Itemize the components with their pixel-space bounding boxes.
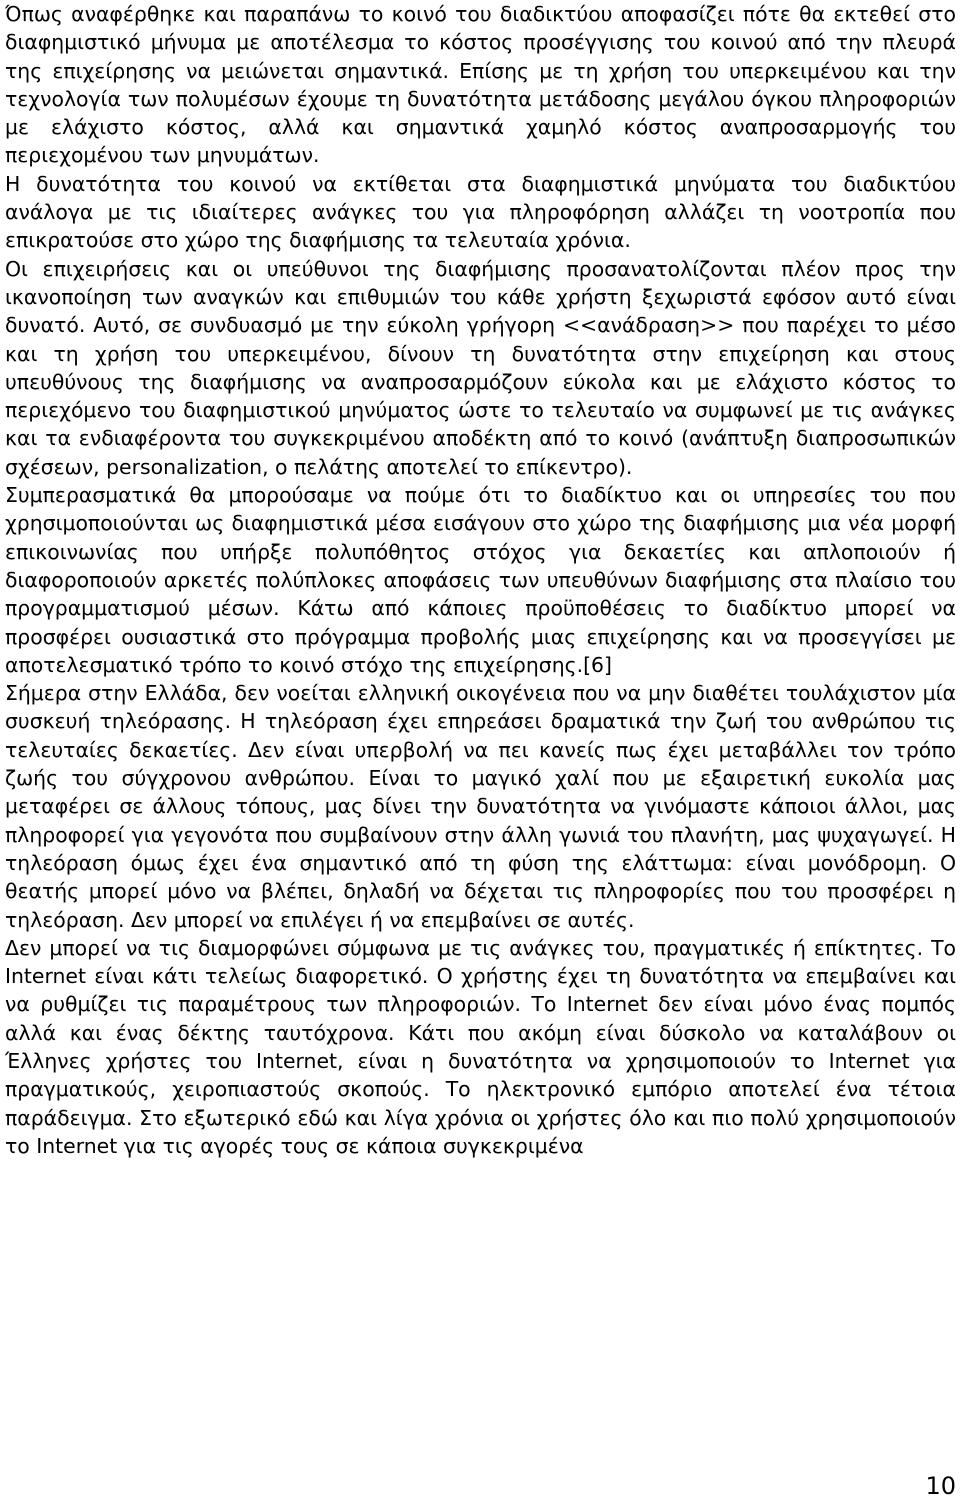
paragraph: Οι επιχειρήσεις και οι υπεύθυνοι της διαφήμισης προσανατολίζονται πλέον προς την ικανοποίηση των αναγκών και επιθυμιών του κάθε χρήστη ξεχωριστά εφόσον αυτό είναι δυνατό. Αυτό, σε συνδυασμό με την εύκολη γρήγορη <<ανάδραση>> που παρέχει το μέσο και τη χρήση του υπερκειμένου, δίνουν τη δυνατότητα στην επιχείρηση και στους υπευθύνους της διαφήμισης να αναπροσαρμόζουν εύκολα και με ελάχιστο κόστος το περιεχόμενο του διαφημιστικού μηνύματος ώστε το τελευταίο να συμφωνεί με τις ανάγκες και τα ενδιαφέροντα του συγκεκριμένου αποδέκτη από το κοινό (ανάπτυξη διαπροσωπικών σχέσεων, personalization, ο πελάτης αποτελεί το επίκεντρο). bbox=[5, 256, 956, 479]
paragraph: Σήμερα στην Ελλάδα, δεν νοείται ελληνική οικογένεια που να μην διαθέτει τουλάχιστον μία συσκευή τηλεόρασης. Η τηλεόραση έχει επηρεάσει δραματικά την ζωή του ανθρώπου τις τελευταίες δεκαετίες. Δεν είναι υπερβολή να πει κανείς πως έχει μεταβάλλει τον τρόπο ζωής του σύγχρονου ανθρώπου. Είναι το μαγικό χαλί που με εξαιρετική ευκολία μας μεταφέρει σε άλλους τόπους, μας δίνει την δυνατότητα να γινόμαστε κάποιοι άλλοι, μας πληροφορεί για γεγονότα που συμβαίνουν στην άλλη γωνιά του πλανήτη, μας ψυχαγωγεί. Η τηλεόραση όμως έχει ένα σημαντικό από τη φύση της ελάττωμα: είναι μονόδρομη. Ο θεατής μπορεί μόνο να βλέπει, δηλαδή να δέχεται τις πληροφορίες που του προσφέρει η τηλεόραση. Δεν μπορεί να επιλέγει ή να επεμβαίνει σε αυτές. bbox=[5, 681, 956, 932]
document-body bbox=[5, 0, 956, 1160]
paragraph: Η δυνατότητα του κοινού να εκτίθεται στα διαφημιστικά μηνύματα του διαδικτύου ανάλογα με τις ιδιαίτερες ανάγκες του για πληροφόρηση αλλάζει τη νοοτροπία που επικρατούσε στο χώρο της διαφήμισης τα τελευταία χρόνια. bbox=[5, 171, 956, 253]
paragraph: Δεν μπορεί να τις διαμορφώνει σύμφωνα με τις ανάγκες του, πραγματικές ή επίκτητες. Το Internet είναι κάτι τελείως διαφορετικό. Ο χρήστης έχει τη δυνατότητα να επεμβαίνει και να ρυθμίζει τις παραμέτρους των πληροφοριών. Το Internet δεν είναι μόνο ένας πομπός αλλά και ένας δέκτης ταυτόχρονα. Κάτι που ακόμη είναι δύσκολο να καταλάβουν οι Έλληνες χρήστες του Internet, είναι η δυνατότητα να χρησιμοποιούν το Internet για πραγματικούς, χειροπιαστούς σκοπούς. Το ηλεκτρονικό εμπόριο αποτελεί ένα τέτοια παράδειγμα. Στο εξωτερικό εδώ και λίγα χρόνια οι χρήστες όλο και πιο πολύ χρησιμοποιούν το Internet για τις αγορές τους σε κάποια συγκεκριμένα bbox=[5, 935, 956, 1158]
paragraph: Όπως αναφέρθηκε και παραπάνω το κοινό του διαδικτύου αποφασίζει πότε θα εκτεθεί στο διαφημιστικό μήνυμα με αποτέλεσμα το κόστος προσέγγισης του κοινού από την πλευρά της επιχείρησης να μειώνεται σημαντικά. Επίσης με τη χρήση του υπερκειμένου και την τεχνολογία των πολυμέσων έχουμε τη δυνατότητα μετάδοσης μεγάλου όγκου πληροφοριών με ελάχιστο κόστος, αλλά και σημαντικά χαμηλό κόστος αναπροσαρμογής του περιεχομένου των μηνυμάτων. bbox=[5, 2, 956, 168]
page-number: 10 bbox=[925, 1472, 956, 1500]
paragraph: Συμπερασματικά θα μπορούσαμε να πούμε ότι το διαδίκτυο και οι υπηρεσίες του που χρησιμοποιούνται ως διαφημιστικά μέσα εισάγουν στο χώρο της διαφήμισης μια νέα μορφή επικοινωνίας που υπήρξε πολυπόθητος στόχος για δεκαετίες και απλοποιούν ή διαφοροποιούν αρκετές πολύπλοκες αποφάσεις των υπευθύνων διαφήμισης στα πλαίσιο του προγραμματισμού μέσων. Κάτω από κάποιες προϋποθέσεις το διαδίκτυο μπορεί να προσφέρει ουσιαστικά στο πρόγραμμα προβολής μιας επιχείρησης και να προσεγγίσει με αποτελεσματικό τρόπο το κοινό στόχο της επιχείρησης.[6] bbox=[5, 483, 956, 677]
